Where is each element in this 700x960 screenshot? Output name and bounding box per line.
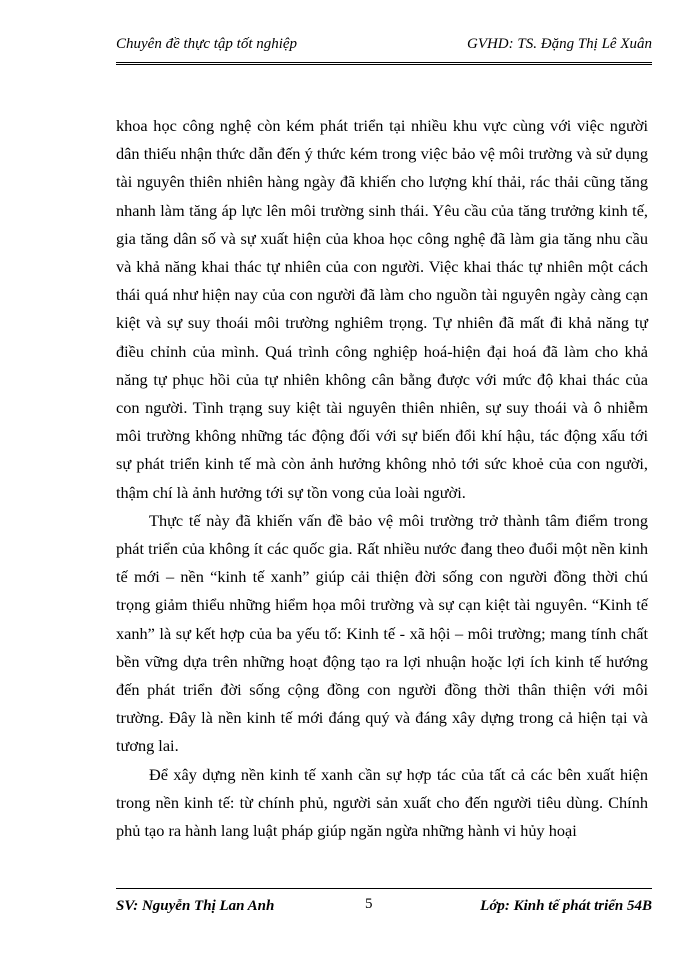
footer-class: Lớp: Kinh tế phát triển 54B (480, 898, 652, 914)
body-paragraph-2: Thực tế này đã khiến vấn đề bảo vệ môi trường trở thành tâm điểm trong phát triển của không ít các quốc gia. Rất nhiều nước đang theo đuổi một nền kinh tế mới – nền “kinh tế xanh” giúp cải thiện đời sống con người đồng thời chú trọng giảm thiểu những hiểm họa môi trường và sự cạn kiệt tài nguyên. “Kinh tế xanh” là sự kết hợp của ba yếu tố: Kinh tế - xã hội – môi trường; mang tính chất bền vững dựa trên những hoạt động tạo ra lợi nhuận hoặc lợi ích kinh tế hướng đến phát triển đời sống cộng đồng con người đồng thời thân thiện với môi trường. Đây là nền kinh tế mới đáng quý và đáng xây dựng trong cả hiện tại và tương lai. (116, 510, 648, 756)
body-paragraph-3: Để xây dựng nền kinh tế xanh cần sự hợp tác của tất cả các bên xuất hiện trong nền kinh tế: từ chính phủ, người sản xuất cho đến người tiêu dùng. Chính phủ tạo ra hành lang luật pháp giúp ngăn ngừa những hành vi hủy hoại (116, 764, 648, 841)
body-paragraph-1: khoa học công nghệ còn kém phát triển tại nhiều khu vực cùng với việc người dân thiếu nhận thức dẫn đến ý thức kém trong việc bảo vệ môi trường và sử dụng tài nguyên thiên nhiên hàng ngày đã khiến cho lượng khí thải, rác thải cũng tăng nhanh làm tăng áp lực lên môi trường sinh thái. Yêu cầu của tăng trưởng kinh tế, gia tăng dân số và sự xuất hiện của khoa học công nghệ đã làm gia tăng nhu cầu và khả năng khai thác tự nhiên của con người. Việc khai thác tự nhiên một cách thái quá như hiện nay của con người đã làm cho nguồn tài nguyên ngày càng cạn kiệt và sự suy thoái môi trường nghiêm trọng. Tự nhiên đã mất đi khả năng tự điều chỉnh của mình. Quá trình công nghiệp hoá-hiện đại hoá đã làm cho khả năng tự phục hồi của tự nhiên không cân bằng được với mức độ khai thác của con người. Tình trạng suy kiệt tài nguyên thiên nhiên, sự suy thoái và ô nhiễm môi trường không những tác động đối với sự biến đổi khí hậu, tác động xấu tới sự phát triển kinh tế mà còn ảnh hưởng không nhỏ tới sức khoẻ của con người, thậm chí là ảnh hưởng tới sự tồn vong của loài người. (116, 116, 648, 502)
page-header (116, 36, 652, 65)
page-body (116, 112, 648, 845)
page-footer (116, 888, 652, 915)
header-document-title: Chuyên đề thực tập tốt nghiệp (116, 36, 298, 52)
footer-student-name: SV: Nguyễn Thị Lan Anh (116, 898, 275, 914)
header-supervisor: GVHD: TS. Đặng Thị Lê Xuân (466, 36, 652, 52)
page-number: 5 (365, 896, 373, 912)
